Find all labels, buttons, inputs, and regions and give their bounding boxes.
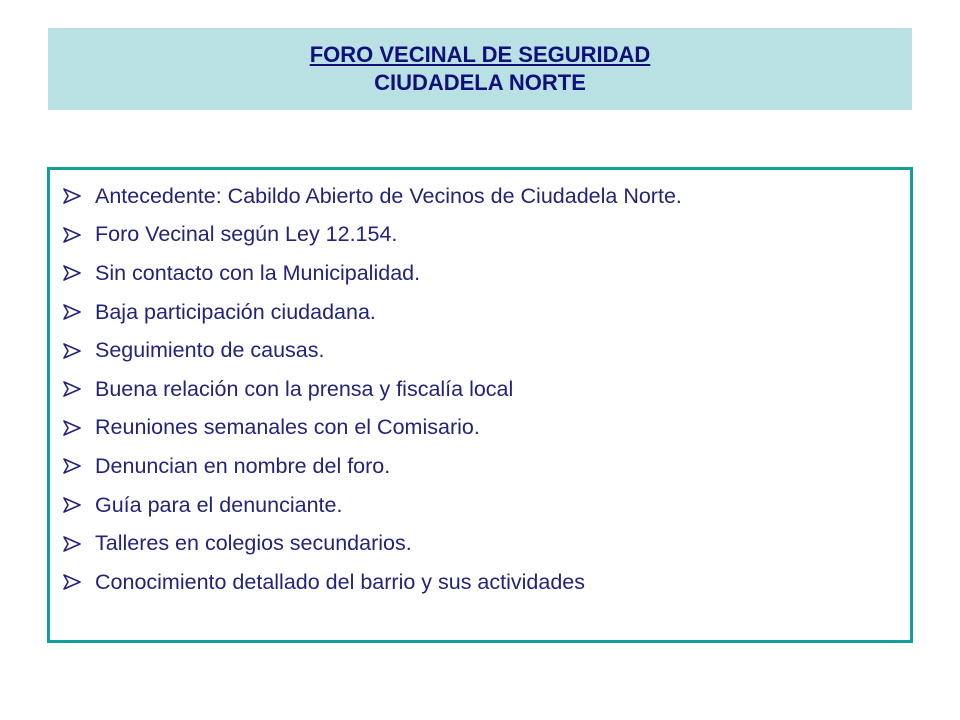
- list-item: [62, 409, 682, 448]
- list-item: [62, 370, 682, 409]
- bullet-text: Conocimiento detallado del barrio y sus actividades: [95, 569, 585, 594]
- list-item: [62, 331, 682, 370]
- arrowhead-bullet-icon: [62, 343, 82, 359]
- bullet-text: Guía para el denunciante.: [95, 492, 343, 517]
- title-banner: [48, 28, 912, 110]
- arrowhead-bullet-icon: [62, 574, 82, 590]
- arrowhead-bullet-icon: [62, 420, 82, 436]
- bullet-text: Sin contacto con la Municipalidad.: [95, 260, 421, 285]
- list-item: [62, 447, 682, 486]
- content-box: [47, 167, 913, 643]
- bullet-text: Seguimiento de causas.: [95, 338, 325, 363]
- list-item: [62, 177, 682, 216]
- bullet-text: Foro Vecinal según Ley 12.154.: [95, 222, 398, 247]
- list-item: [62, 216, 682, 255]
- arrowhead-bullet-icon: [62, 188, 82, 204]
- bullet-text: Buena relación con la prensa y fiscalía local: [95, 376, 514, 401]
- arrowhead-bullet-icon: [62, 458, 82, 474]
- arrowhead-bullet-icon: [62, 227, 82, 243]
- bullet-text: Antecedente: Cabildo Abierto de Vecinos de Ciudadela Norte.: [95, 183, 682, 208]
- bullet-text: Talleres en colegios secundarios.: [95, 531, 412, 556]
- list-item: [62, 563, 682, 602]
- bullet-text: Denuncian en nombre del foro.: [95, 453, 391, 478]
- arrowhead-bullet-icon: [62, 265, 82, 281]
- list-item: [62, 254, 682, 293]
- arrowhead-bullet-icon: [62, 497, 82, 513]
- slide-title: FORO VECINAL DE SEGURIDAD: [309, 42, 651, 67]
- bullet-list: [62, 177, 682, 602]
- list-item: [62, 524, 682, 563]
- list-item: [62, 293, 682, 332]
- list-item: [62, 486, 682, 525]
- slide-subtitle: CIUDADELA NORTE: [374, 70, 586, 95]
- arrowhead-bullet-icon: [62, 536, 82, 552]
- arrowhead-bullet-icon: [62, 304, 82, 320]
- arrowhead-bullet-icon: [62, 381, 82, 397]
- bullet-text: Baja participación ciudadana.: [95, 299, 376, 324]
- bullet-text: Reuniones semanales con el Comisario.: [95, 415, 480, 440]
